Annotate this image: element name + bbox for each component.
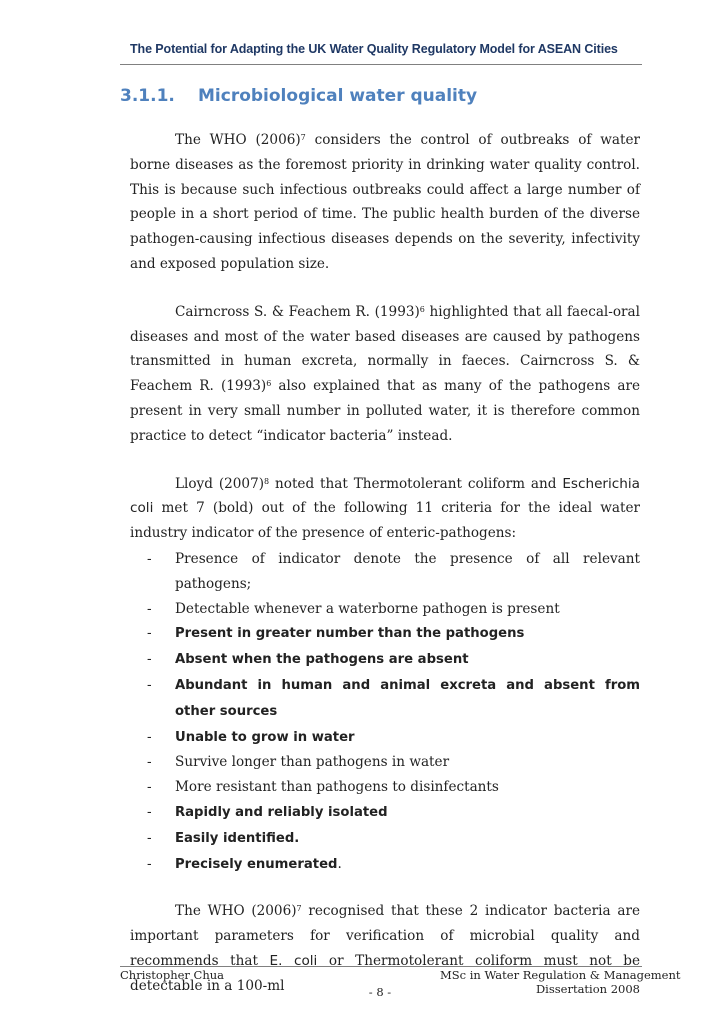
running-header: The Potential for Adapting the UK Water Quality Regulatory Model for ASEAN Cities [130,42,618,56]
section-heading [120,86,477,106]
p3-text-c: met 7 (bold) out of the following 11 criteria for the ideal water industry indicator of the presence of enteric-pathogens: [130,500,640,542]
p4-text-a: The WHO (2006) [175,903,297,920]
criteria-item: - Precisely enumerated. [147,855,342,872]
criteria-item: - Abundant in human and animal excreta and absent from other sources [147,676,640,719]
footer-author: Christopher Chua [120,968,225,982]
p3-text-b: noted that Thermotolerant coliform and [269,475,563,492]
p2-reference-1: 6 [419,304,425,314]
paragraph-3 [130,472,640,546]
criteria-item: - Present in greater number than the pathogens [147,625,525,642]
footer-dissertation: Dissertation 2008 [535,982,640,996]
criteria-item: - Presence of indicator denote the presence of all relevant pathogens; [147,550,640,592]
criteria-item: - More resistant than pathogens to disinfectants [147,779,499,796]
criteria-item: - Rapidly and reliably isolated [147,803,388,820]
criteria-item: - Survive longer than pathogens in water [147,754,450,771]
p1-text-b: considers the control of outbreaks of water borne diseases as the foremost priority in drinking water quality control. This is because such infectious outbreaks could affect a large number of people in a short period of time. The public health burden of the diverse pathogen-causing infectious diseases depends on the severity, infectivity and exposed population size. [130,132,640,272]
p4-text-b: recognised that these 2 indicator bacteria are important parameters for verification of microbial quality and recommends that [130,903,641,969]
page-number: - 8 - [368,985,392,999]
p3-text-a: Lloyd (2007) [175,475,265,492]
p2-text-c: also explained that as many of the pathogens are present in very small number in polluted water, it is therefore common practice to detect “indicator bacteria” instead. [130,378,640,444]
indicator-criteria-list [130,547,640,877]
body-text [130,128,681,1022]
p2-reference-2: 6 [266,379,272,389]
p4-organism-name: E. coli [269,952,318,969]
footer-rule [120,966,642,967]
p4-reference: 7 [296,904,302,914]
section-number: 3.1.1. [120,86,175,106]
p3-reference: 8 [264,476,270,486]
footer-degree: MSc in Water Regulation & Management [440,968,681,982]
p1-text-a: The WHO (2006) [175,132,301,148]
paragraph-1 [130,128,640,277]
section-title: Microbiological water quality [198,86,478,106]
p4-text-c: or Thermotolerant coliform must not be detectable in a 100-ml [130,952,641,994]
paragraph-2 [130,300,640,449]
criteria-item: - Unable to grow in water [147,728,355,745]
p3-organism-name: Escherichia coli [130,475,640,517]
criteria-item: - Absent when the pathogens are absent [147,651,469,668]
criteria-item: - Detectable whenever a waterborne pathogen is present [147,600,560,617]
p2-text-b: highlighted that all faecal-oral diseases and most of the water based diseases are caused by pathogens transmitted in human excreta, normally in faeces. Cairncross S. & Feachem R. (1993) [130,303,641,395]
header-rule [120,64,642,65]
p1-reference: 7 [300,133,306,142]
p2-text-a: Cairncross S. & Feachem R. (1993) [175,303,420,320]
criteria-item: - Easily identified. [147,829,300,846]
